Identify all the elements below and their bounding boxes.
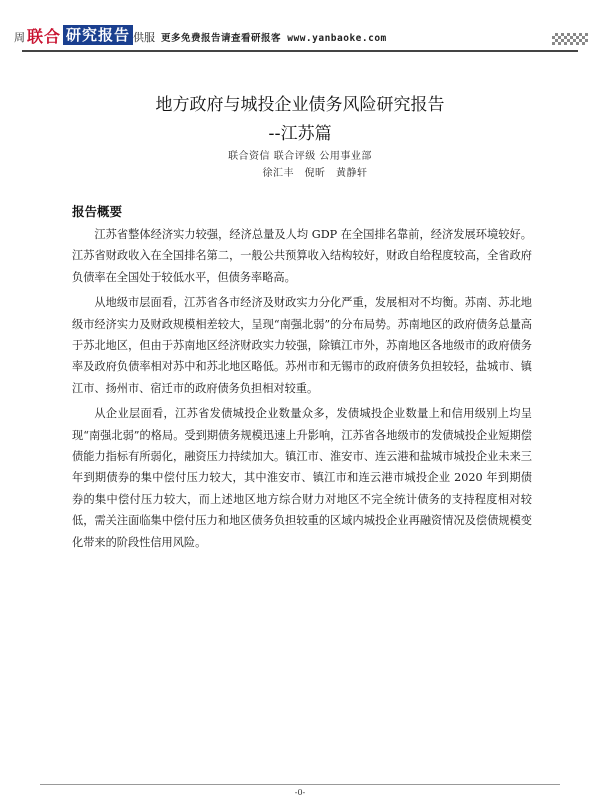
- summary-paragraph-3: 从企业层面看，江苏省发债城投企业数量众多，发债城投企业数量上和信用级别上均呈现“南强北弱”的格局。受到期债务规模迅速上升影响，江苏省各地级市的发债城投企业短期偿债能力指标有所弱化，融资压力持续加大。镇江市、淮安市、连云港和盐城市城投企业未来三年到期债券的集中偿付压力较大，其中淮安市、镇江市和连云港市城投企业 2020 年到期债券的集中偿付压力较大，而上述地区地方综合财力对地区不完全统计债务的支持程度相对较低，需关注面临集中偿付压力和地区债务负担较重的区域内城投企业再融资情况及偿债规模变化带来的阶段性信用风险。: [72, 407, 532, 549]
- report-title: 地方政府与城投企业债务风险研究报告: [155, 95, 445, 115]
- footer-rule: [40, 784, 560, 785]
- header-left-char: 周: [14, 31, 25, 44]
- section-heading: 报告概要: [72, 204, 123, 219]
- lianhe-logo: [27, 24, 133, 47]
- summary-paragraph-1: 江苏省整体经济实力较强，经济总量及人均 GDP 在全国排名靠前，经济发展环境较好。江苏省财政收入在全国排名第二，一般公共预算收入结构较好，财政自给程度较高，全省政府负债率在全国处于较低水平，但债务率略高。: [72, 228, 532, 284]
- page-header: [14, 26, 586, 48]
- summary-paragraph-2: 从地级市层面看，江苏省各市经济及财政实力分化严重，发展相对不均衡。苏南、苏北地级市经济实力及财政规模相差较大，呈现“南强北弱”的分布局势。苏南地区的政府债务总量高于苏北地区，但由于苏南地区经济财政实力较强，除镇江市外，苏南地区各地级市的政府债务率及政府负债率相对苏中和苏北地区略低。苏州市和无锡市的政府债务负担较轻，盐城市、镇江市、扬州市、宿迁市的政府债务负担相对较重。: [72, 296, 532, 395]
- author-names: 徐汇丰 倪昕 黄静轩: [262, 168, 368, 179]
- logo-main-text: 联合: [27, 26, 62, 46]
- header-rule: [22, 50, 578, 52]
- page-number: -0-: [294, 788, 306, 797]
- summary-body: [72, 224, 532, 557]
- header-promo-text: 更多免费报告请查看研报客 www.yanbaoke.com: [161, 33, 387, 44]
- header-checker-pattern: [552, 33, 588, 45]
- report-subtitle: --江苏篇: [268, 124, 332, 144]
- header-tail-char: 供服: [133, 31, 156, 44]
- logo-box-text: 研究报告: [63, 25, 133, 45]
- author-organizations: 联合资信 联合评级 公用事业部: [228, 151, 372, 162]
